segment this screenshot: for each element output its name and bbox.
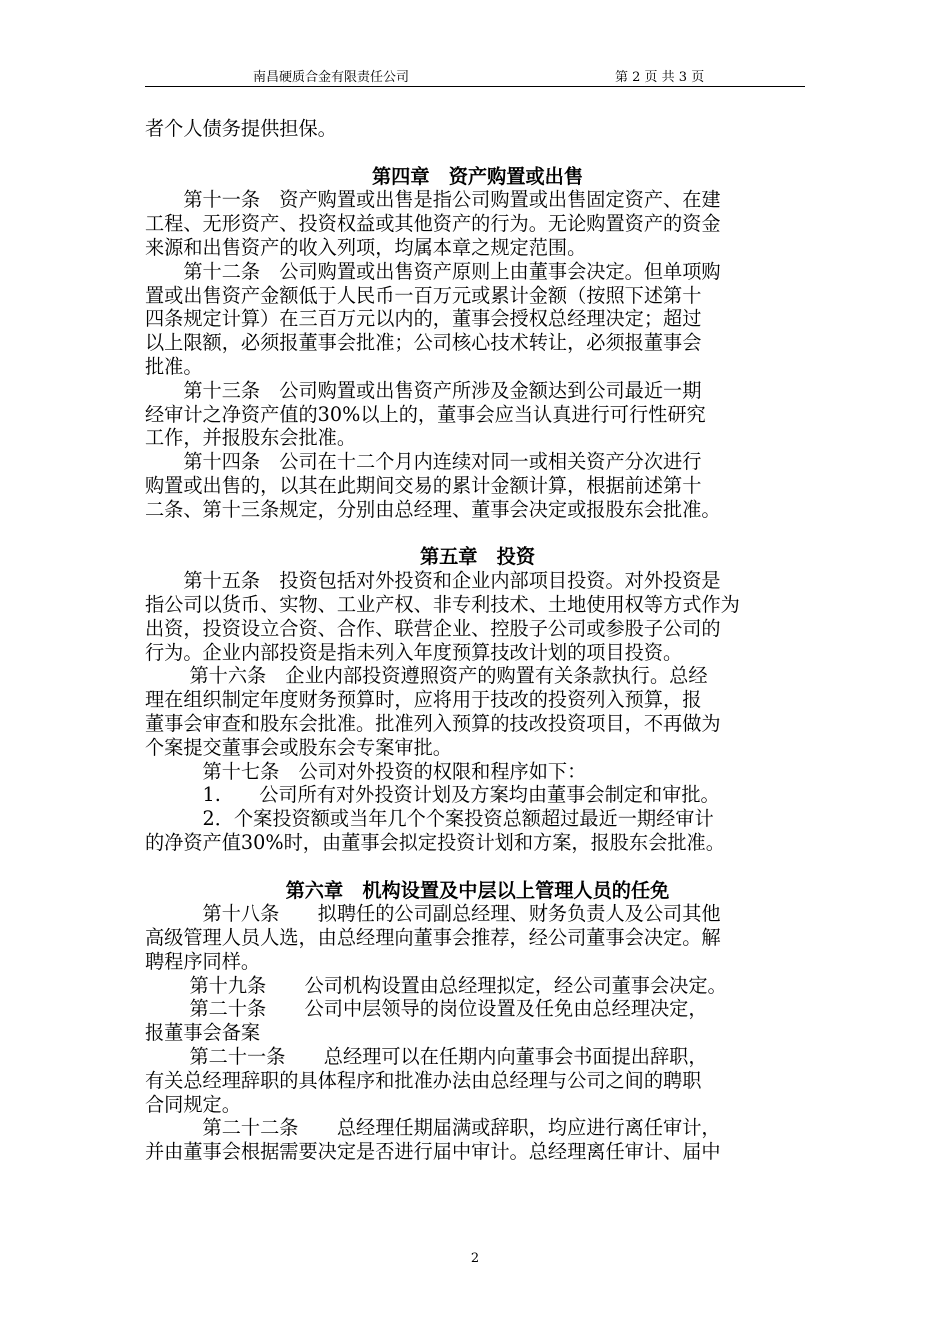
paragraph-line: 第十九条 公司机构设置由总经理拟定，经公司董事会决定。 (145, 973, 727, 997)
paragraph-line: 第二十二条 总经理任期届满或辞职，均应进行离任审计， (145, 1116, 721, 1140)
paragraph-line: 个案提交董事会或股东会专案审批。 (145, 735, 452, 759)
paragraph-line: 工程、无形资产、投资权益或其他资产的行为。无论购置资产的资金 (145, 212, 721, 236)
paragraph-line: 行为。企业内部投资是指未列入年度预算技改计划的项目投资。 (145, 640, 683, 664)
paragraph-line: 有关总经理辞职的具体程序和批准办法由总经理与公司之间的聘职 (145, 1068, 702, 1092)
paragraph-line: 并由董事会根据需要决定是否进行届中审计。总经理离任审计、届中 (145, 1140, 721, 1164)
header-company: 南昌硬质合金有限责任公司 (253, 70, 410, 85)
paragraph-line: 二条、第十三条规定，分别由总经理、董事会决定或报股东会批准。 (145, 497, 721, 521)
paragraph-line: 第十四条 公司在十二个月内连续对同一或相关资产分次进行 (145, 450, 702, 474)
paragraph-line: 第二十一条 总经理可以在任期内向董事会书面提出辞职， (145, 1045, 708, 1069)
chapter-6-title: 第六章 机构设置及中层以上管理人员的任免 (285, 878, 670, 902)
page-number: 2 (470, 1251, 480, 1266)
paragraph-line: 工作，并报股东会批准。 (145, 426, 357, 450)
header-page-info: 第 2 页 共 3 页 (615, 70, 705, 85)
paragraph-line: 四条规定计算）在三百万元以内的，董事会授权总经理决定；超过 (145, 307, 702, 331)
paragraph-line: 第二十条 公司中层领导的岗位设置及任免由总经理决定， (145, 997, 708, 1021)
paragraph-line: 批准。 (145, 354, 203, 378)
paragraph-line: 报董事会备案 (145, 1021, 261, 1045)
paragraph-line: 经审计之净资产值的30%以上的，董事会应当认真进行可行性研究 (145, 402, 706, 426)
paragraph-line: 第十一条 资产购置或出售是指公司购置或出售固定资产、在建 (145, 188, 721, 212)
paragraph-line: 第十三条 公司购置或出售资产所涉及金额达到公司最近一期 (145, 378, 702, 402)
paragraph-line: 以上限额，必须报董事会批准；公司核心技术转让，必须报董事会 (145, 331, 702, 355)
document-body (145, 117, 810, 1164)
paragraph-line: 来源和出售资产的收入列项，均属本章之规定范围。 (145, 235, 587, 259)
paragraph-line: 合同规定。 (145, 1092, 241, 1116)
paragraph-line: 1. 公司所有对外投资计划及方案均由董事会制定和审批。 (145, 783, 720, 807)
page-header (145, 58, 805, 87)
chapter-5-title: 第五章 投资 (419, 545, 536, 569)
paragraph-line: 2．个案投资额或当年几个个案投资总额超过最近一期经审计 (145, 807, 714, 831)
chapter-4-title: 第四章 资产购置或出售 (371, 164, 584, 188)
paragraph-line: 出资，投资设立合资、合作、联营企业、控股子公司或参股子公司的 (145, 616, 721, 640)
paragraph-line: 第十六条 企业内部投资遵照资产的购置有关条款执行。总经 (145, 664, 708, 688)
paragraph-line: 置或出售资产金额低于人民币一百万元或累计金额（按照下述第十 (145, 283, 702, 307)
paragraph-line: 理在组织制定年度财务预算时，应将用于技改的投资列入预算，报 (145, 688, 702, 712)
paragraph-line: 第十八条 拟聘任的公司副总经理、财务负责人及公司其他 (145, 902, 721, 926)
paragraph-line: 的净资产值30%时，由董事会拟定投资计划和方案，报股东会批准。 (145, 830, 725, 854)
paragraph-line: 高级管理人员人选，由总经理向董事会推荐，经公司董事会决定。解 (145, 926, 721, 950)
paragraph-line: 聘程序同样。 (145, 949, 261, 973)
paragraph-line: 董事会审查和股东会批准。批准列入预算的技改投资项目，不再做为 (145, 711, 721, 735)
paragraph-line: 者个人债务提供担保。 (145, 117, 337, 140)
paragraph-line: 第十二条 公司购置或出售资产原则上由董事会决定。但单项购 (145, 259, 721, 283)
paragraph-line: 第十五条 投资包括对外投资和企业内部项目投资。对外投资是 (145, 569, 721, 593)
paragraph-line: 第十七条 公司对外投资的权限和程序如下： (145, 759, 587, 783)
paragraph-line: 购置或出售的，以其在此期间交易的累计金额计算，根据前述第十 (145, 473, 702, 497)
paragraph-line: 指公司以货币、实物、工业产权、非专利技术、土地使用权等方式作为 (145, 592, 740, 616)
